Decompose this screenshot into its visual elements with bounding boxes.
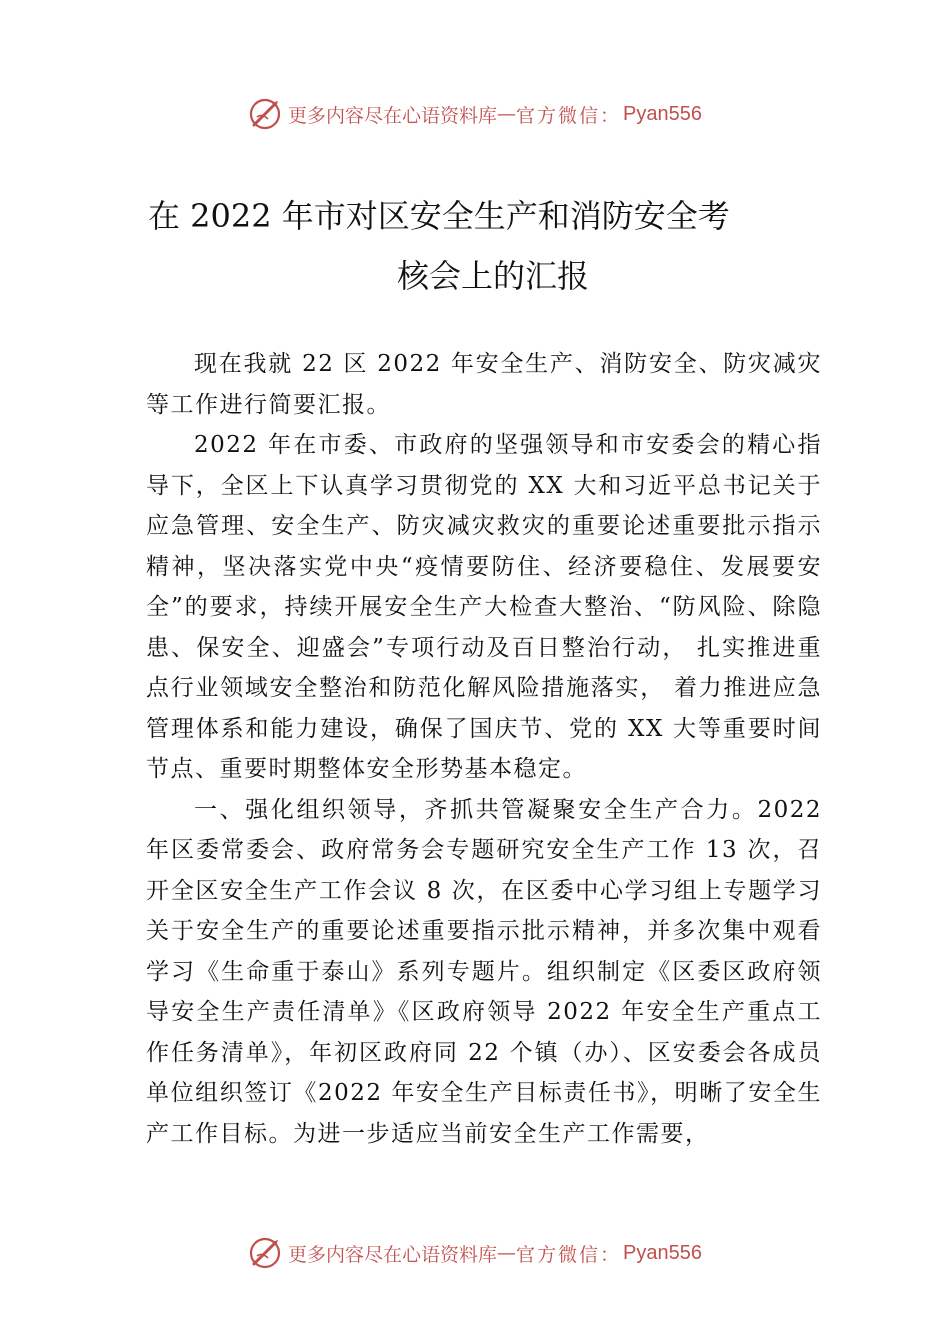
watermark-footer — [0, 1233, 950, 1273]
title-line-1: 在 2022 年市对区安全生产和消防安全考 — [148, 197, 730, 235]
watermark-wechat-label: 官方微信： — [516, 104, 622, 127]
pen-logo-icon — [248, 97, 282, 131]
watermark-header — [0, 94, 950, 134]
watermark-wechat-id: Pyan556 — [623, 1241, 702, 1264]
title-line-2: 核会上的汇报 — [396, 257, 589, 295]
watermark-brand-text: 更多内容尽在心语资料库 — [288, 1243, 498, 1266]
watermark-dash: — — [497, 1242, 517, 1264]
watermark-wechat-id: Pyan556 — [623, 102, 702, 125]
document-body — [146, 344, 822, 1154]
watermark-wechat-label: 官方微信： — [516, 1243, 622, 1266]
paragraph-overview: 2022 年在市委、市政府的坚强领导和市安委会的精心指导下，全区上下认真学习贯彻党的 XX 大和习近平总书记关于应急管理、安全生产、防灾减灾救灾的重要论述重要批示指示精神，坚决落实党中央“疫情要防住、经济要稳住、发展要安全”的要求，持续开展安全生产大检查大整治、“防风险、除隐患、保安全、迎盛会”专项行动及百日整治行动， 扎实推进重点行业领域安全整治和防范化解风险措施落实， 着力推进应急管理体系和能力建设，确保了国庆节、党的 XX 大等重要时间节点、重要时期整体安全形势基本稳定。 — [146, 432, 822, 782]
watermark-brand-text: 更多内容尽在心语资料库 — [288, 104, 498, 127]
watermark-dash: — — [497, 103, 517, 125]
paragraph-intro: 现在我就 22 区 2022 年安全生产、消防安全、防灾减灾等工作进行简要汇报。 — [146, 351, 822, 418]
paragraph-section-one: 一、强化组织领导，齐抓共管凝聚安全生产合力。2022 年区委常委会、政府常务会专题研究安全生产工作 13 次，召开全区安全生产工作会议 8 次，在区委中心学习组上专题学习关于安全生产的重要论述重要指示批示精神，并多次集中观看学习《生命重于泰山》系列专题片。组织制定《区委区政府领导安全生产责任清单》《区政府领导 2022 年安全生产重点工作任务清单》，年初区政府同 22 个镇（办）、区安委会各成员单位组织签订《2022 年安全生产目标责任书》，明晰了安全生产工作目标。为进一步适应当前安全生产工作需要， — [146, 796, 822, 1147]
pen-logo-icon — [248, 1236, 282, 1270]
document-title — [148, 186, 808, 306]
